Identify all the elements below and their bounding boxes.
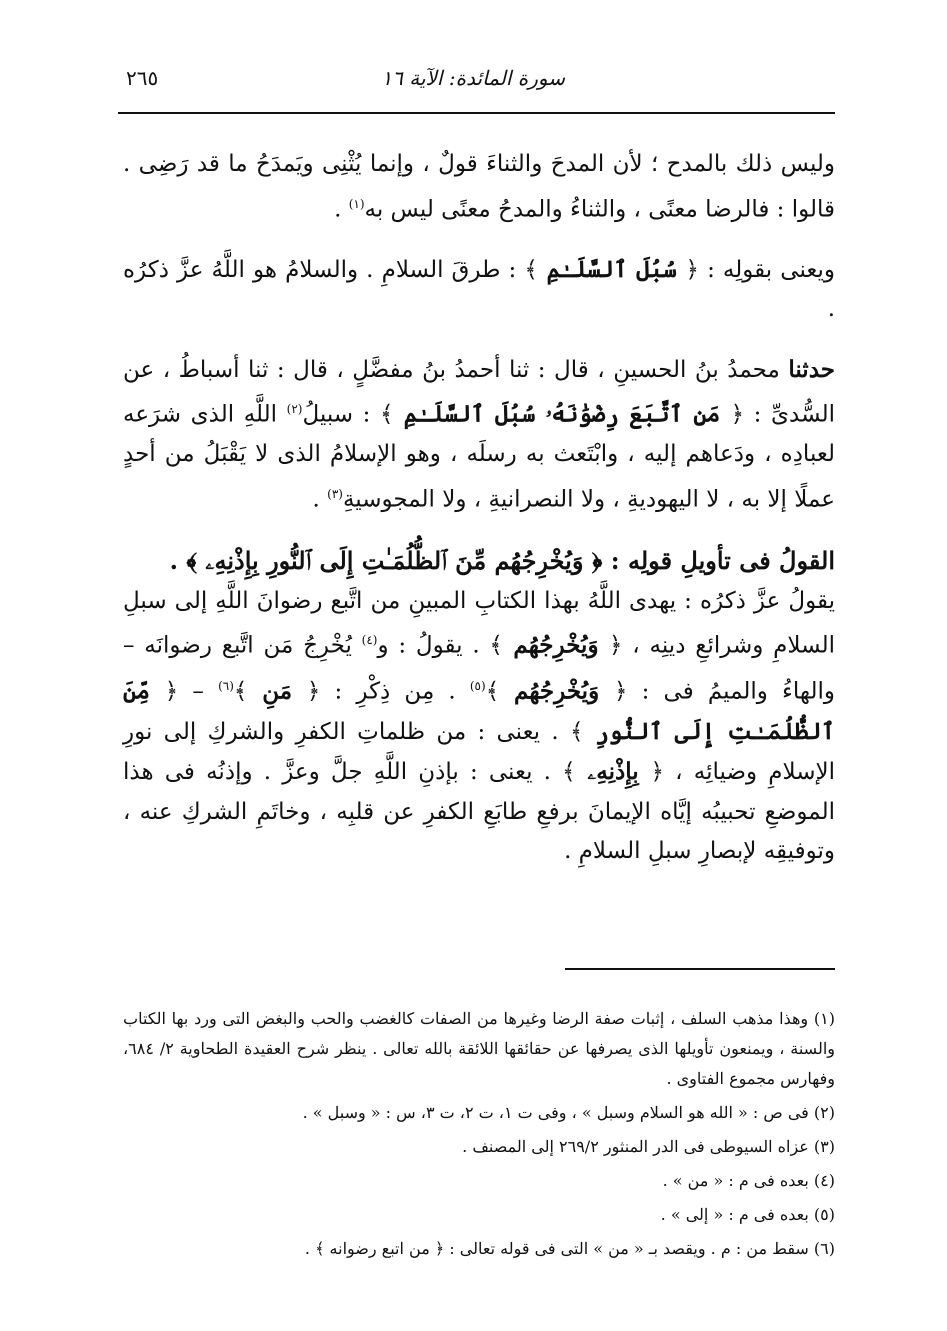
quran-quote: وَيُخْرِجُهُم مِّنَ ٱلظُّلُمَـٰتِ إِلَى ٱلنُّورِ بِإِذْنِهِۦ — [197, 545, 592, 575]
footnote: (٣) عزاه السيوطى فى الدر المنثور ٢٦٩/٢ إلى المصنف . — [462, 1137, 835, 1156]
quran-quote: مَنِ — [247, 677, 307, 705]
paragraph-1: وليس ذلك بالمدح ؛ لأن المدحَ والثناءَ قولٌ ، وإنما يُثْنِى ويَمدَحُ ما قد رَضِى . قالوا : فالرضا معنًى ، والثناءُ والمدحُ معنًى ليس به$^{(١)}$ . — [123, 151, 835, 223]
footnote-ref-5: (٥) — [469, 678, 486, 693]
hadith-lead: حدثنا — [788, 355, 835, 383]
footnote: (٦) سقط من : م . ويقصد بـ « من » التى فى قوله تعالى : ﴿ من اتبع رضوانه ﴾ . — [304, 1239, 835, 1258]
footnote: (٢) فى ص : « الله هو السلام وسبل » ، وفى ت ١، ت ٢، ت ٣، س : « وسبل » . — [302, 1103, 835, 1122]
paragraph-4: يقولُ عزَّ ذكرُه : يهدى اللَّهُ بهذا الكتابِ المبينِ من اتَّبع رضوانَ اللَّهِ إلى سبلِ السلامِ وشرائعِ دينِه ، ﴿ وَيُخْرِجُهُم ﴾ . يقولُ : و$^{(٤)}$ يُخْرِجُ مَن اتَّبع رضوانَه – والهاءُ والميمُ فى : ﴿ وَيُخْرِجُهُم ﴾$^{(٥)}$ . مِن ذِكْرِ : ﴿ مَنِ ﴾$^{(٦)}$ – ﴿ مِّنَ ٱلظُّلُمَـٰتِ إِلَى ٱلنُّورِ ﴾ . يعنى : من ظلماتِ الكفرِ والشركِ إلى نورِ الإسلامِ وضيائِه ، ﴿ بِإِذْنِهِۦ ﴾ . يعنى : بإذنِ اللَّهِ جلَّ وعزَّ . وإذنُه فى هذا الموضعِ تحبيبُه إيَّاه الإيمانَ برفعِ طابَعِ الكفرِ عن قلبِه ، وخاتَمِ الشركِ عنه ، وتوفيقِه لإبصارِ سبلِ السلامِ . — [123, 587, 835, 865]
main-text — [123, 145, 835, 872]
quran-quote: وَيُخْرِجُهُم — [499, 677, 615, 705]
footnote-ref-3: (٣) — [327, 486, 343, 501]
quran-quote: سُبُلَ ٱلسَّلَـٰمِ — [537, 255, 686, 283]
footnote-ref-6: (٦) — [218, 678, 234, 693]
footnote: (٤) بعده فى م : « من » . — [662, 1171, 835, 1190]
footnote-divider — [565, 968, 835, 970]
footnote-ref-4: (٤) — [361, 633, 378, 648]
footnote-ref-2: (٢) — [286, 402, 303, 417]
paragraph-2: ويعنى بقولِه : ﴿ سُبُلَ ٱلسَّلَـٰمِ ﴾ : طرقَ السلامِ . والسلامُ هو اللَّهُ عزَّ ذكرُه . — [123, 255, 835, 323]
running-header — [118, 62, 835, 102]
surah-verse-title: سورة المائدة: الآية ١٦ — [381, 66, 565, 90]
quran-quote: مِّنَ ٱلظُّلُمَـٰتِ إِلَى ٱلنُّورِ — [123, 677, 835, 745]
page-number: ٢٦٥ — [126, 66, 159, 90]
footnote-ref-1: (١) — [348, 196, 365, 211]
quran-quote: مَنِ ٱتَّبَعَ رِضْوَٰنَهُۥ سُبُلَ ٱلسَّلَـٰمِ — [393, 400, 731, 428]
quran-quote: بِإِذْنِهِۦ — [575, 758, 651, 786]
header-divider — [118, 112, 835, 114]
footnotes — [123, 1004, 835, 1268]
footnote: (١) وهذا مذهب السلف ، إثبات صفة الرضا وغيرها من الصفات كالغضب والحب والبغض التى ورد بها الكتاب والسنة ، ويمنعون تأويلها الذى يصرفها عن حقائقها اللائقة بالله تعالى . ينظر شرح العقيدة الطحاوية ٢/ ٦٨٤، وفهارس مجموع الفتاوى . — [123, 1009, 835, 1088]
footnote: (٥) بعده فى م : « إلى » . — [660, 1205, 835, 1224]
paragraph-3: حدثنا محمدُ بنُ الحسينِ ، قال : ثنا أحمدُ بنُ مفضَّلٍ ، قال : ثنا أسباطُ ، عن السُّدىِّ : ﴿ مَنِ ٱتَّبَعَ رِضْوَٰنَهُۥ سُبُلَ ٱلسَّلَـٰمِ ﴾ : سبيلُ$^{(٢)}$ اللَّهِ الذى شرَعه لعبادِه ، ودَعاهم إليه ، وابْتَعث به رسلَه ، وهو الإسلامُ الذى لا يَقْبَلُ من أحدٍ عملًا إلا به ، لا اليهوديةِ ، ولا النصرانيةِ ، ولا المجوسيةِ$^{(٣)}$ . — [123, 355, 836, 513]
section-heading: القولُ فى تأويلِ قولِه : ﴿ وَيُخْرِجُهُم مِّنَ ٱلظُّلُمَـٰتِ إِلَى ٱلنُّورِ بِإِذْنِهِۦ ﴾ . — [169, 545, 835, 575]
quran-quote: وَيُخْرِجُهُم — [502, 632, 610, 660]
